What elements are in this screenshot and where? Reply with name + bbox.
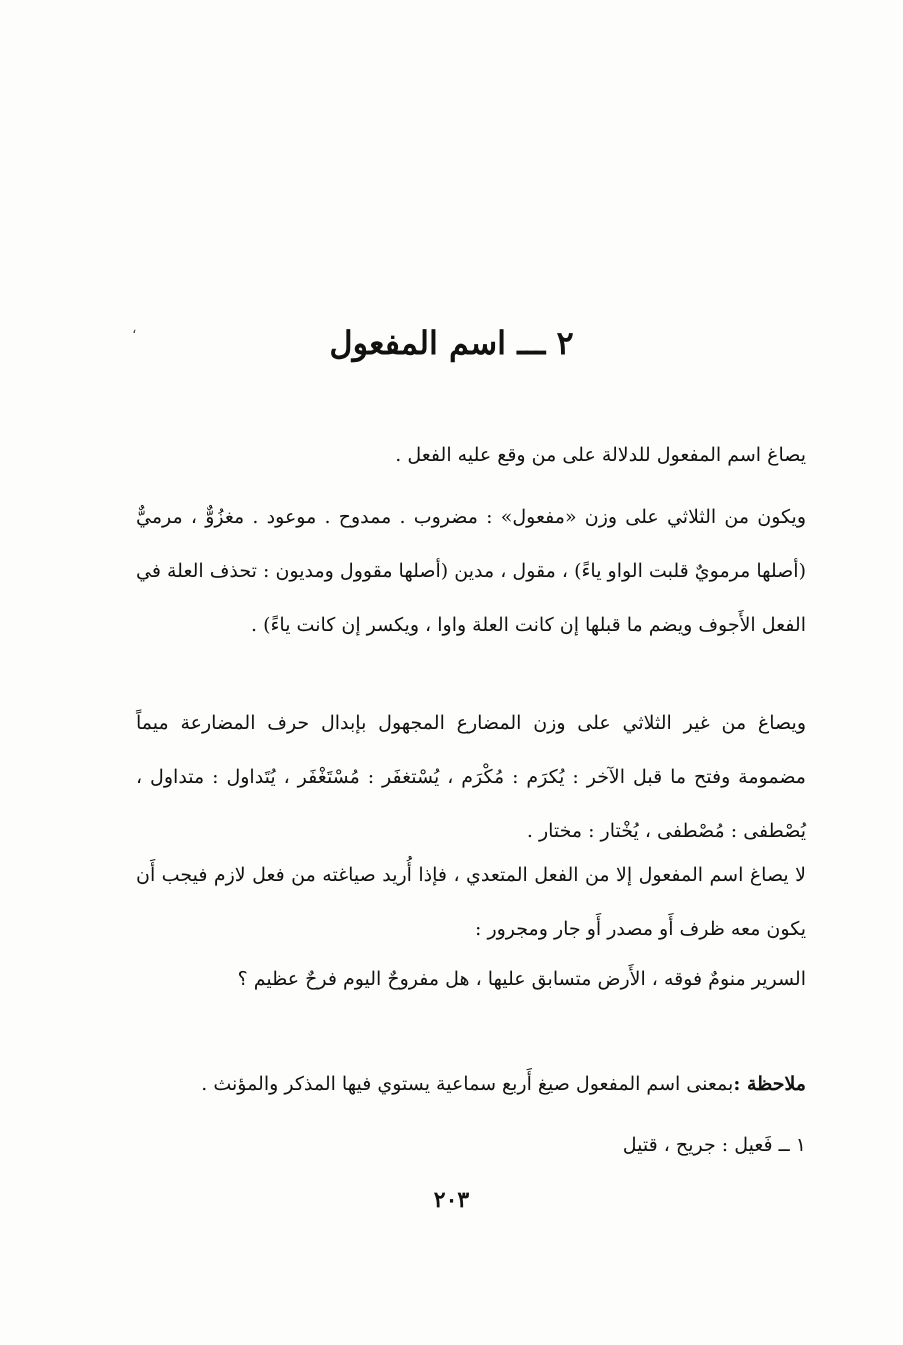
section-title: ٢ ـــ اسم المفعول (329, 324, 574, 362)
note-paragraph (136, 1057, 806, 1111)
paragraph-non-triliteral: ويصاغ من غير الثلاثي على وزن المضارع المجهول بإبدال حرف المضارعة ميماً مضمومة وفتح ما قبل الآخر : يُكرَم : مُكْرَم ، يُسْتغفَر : مُسْتَغْفَر ، يُتَداول : متداول ، يُصْطفى : مُصْطفى ، يُخْتار : مختار . (136, 712, 806, 842)
ink-speck: ، (132, 321, 137, 337)
paragraph-definition: يصاغ اسم المفعول للدلالة على من وقع عليه الفعل . (395, 444, 806, 466)
note-label: ملاحظة : (733, 1073, 806, 1095)
paragraph-transitive-rule: لا يصاغ اسم المفعول إلا من الفعل المتعدي ، فإذا أُريد صياغته من فعل لازم فيجب أَن يكون معه ظرف أَو مصدر أَو جار ومجرور : (136, 864, 806, 940)
list-item: ١ ــ فَعيل : جريح ، قتيل (622, 1134, 806, 1156)
paragraph-examples: السرير منومٌ فوقه ، الأَرض متسابق عليها ، هل مفروحٌ اليوم فرحٌ عظيم ؟ (237, 968, 806, 990)
page-number: ٢٠٣ (433, 1187, 470, 1213)
paragraph-triliteral: ويكون من الثلاثي على وزن «مفعول» : مضروب . ممدوح . موعود . مغزُوٌّ ، مرميٌّ (أصلها مرمويٌ قلبت الواو ياءً) ، مقول ، مدين (أصلها مقوول ومديون : تحذف العلة في الفعل الأَجوف ويضم ما قبلها إن كانت العلة واوا ، ويكسر إن كانت ياءً) . (136, 506, 806, 636)
note-text: بمعنى اسم المفعول صيغ أَربع سماعية يستوي فيها المذكر والمؤنث . (201, 1073, 734, 1095)
